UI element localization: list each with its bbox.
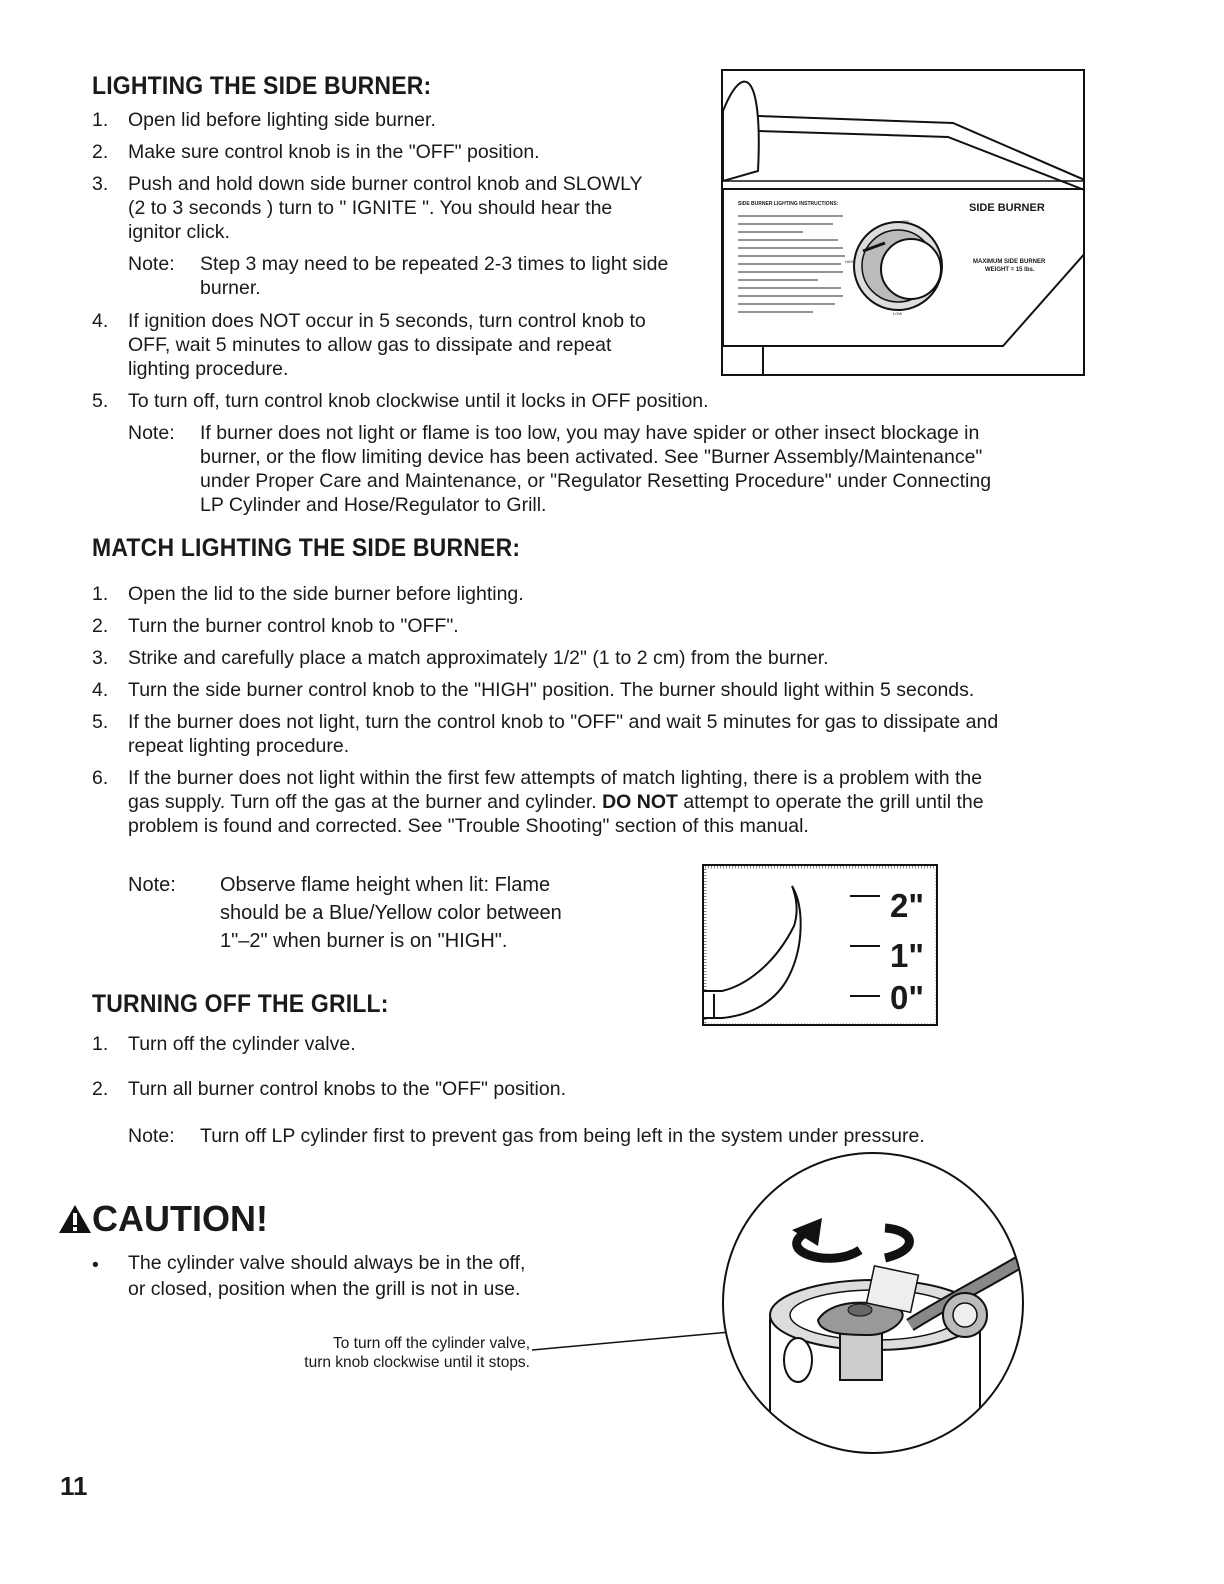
step-text: Turn the burner control knob to "OFF". — [128, 615, 459, 637]
cylinder-valve-drawing — [530, 1150, 1030, 1460]
caution-line: The cylinder valve should always be in the off, — [128, 1252, 526, 1274]
note-text: LP Cylinder and Hose/Regulator to Grill. — [200, 494, 547, 516]
step-number: 1. — [92, 1033, 109, 1055]
flame-mark-1in: 1" — [890, 937, 924, 974]
warning-triangle-icon — [58, 1204, 92, 1234]
step-text: If the burner does not light within the first few attempts of match lighting, there is a problem with the — [128, 767, 983, 789]
bullet: • — [92, 1254, 99, 1276]
heading-match-lighting: MATCH LIGHTING THE SIDE BURNER: — [92, 534, 521, 562]
page-number: 11 — [60, 1471, 88, 1501]
note-text: If burner does not light or flame is too low, you may have spider or other insect blockage in — [200, 422, 980, 444]
step-number: 3. — [92, 173, 109, 195]
step-number: 6. — [92, 767, 109, 789]
flame-height-illustration — [702, 864, 938, 1026]
step-text: Open the lid to the side burner before lighting. — [128, 583, 524, 605]
step-number: 4. — [92, 310, 109, 332]
note-text: burner, or the flow limiting device has been activated. See "Burner Assembly/Maintenance" — [200, 446, 983, 468]
step-number: 4. — [92, 679, 109, 701]
caution-title: CAUTION! — [92, 1198, 268, 1239]
note-label: Note: — [128, 422, 175, 444]
step-number: 1. — [92, 109, 109, 131]
heading-turning-off-grill: TURNING OFF THE GRILL: — [92, 990, 389, 1018]
step-text: To turn off, turn control knob clockwise until it locks in OFF position. — [128, 390, 709, 412]
step-text: Open lid before lighting side burner. — [128, 109, 436, 131]
instructions-title: SIDE BURNER LIGHTING INSTRUCTIONS: — [738, 201, 839, 207]
step-number: 2. — [92, 1078, 109, 1100]
knob-high-label: HIGH — [845, 259, 855, 264]
knob-off-label: OFF — [901, 219, 909, 224]
step-text-part: gas supply. Turn off the gas at the burner and cylinder. — [128, 791, 603, 813]
note-text: Turn off LP cylinder first to prevent gas from being left in the system under pressure. — [200, 1125, 925, 1147]
step-text — [128, 790, 984, 814]
max-weight-value: WEIGHT = 15 lbs. — [985, 267, 1035, 273]
step-text: If ignition does NOT occur in 5 seconds, turn control knob to — [128, 310, 646, 332]
step-text: ignitor click. — [128, 221, 230, 243]
note-text: should be a Blue/Yellow color between — [220, 902, 562, 924]
heading-lighting-side-burner: LIGHTING THE SIDE BURNER: — [92, 72, 432, 100]
step-text: Turn all burner control knobs to the "OFF" position. — [128, 1078, 566, 1100]
note-text: 1"–2" when burner is on "HIGH". — [220, 930, 508, 952]
step-number: 1. — [92, 583, 109, 605]
step-text: If the burner does not light, turn the control knob to "OFF" and wait 5 minutes for gas to dissipate and — [128, 711, 999, 733]
step-text: Turn the side burner control knob to the "HIGH" position. The burner should light within 5 seconds. — [128, 679, 975, 701]
cylinder-valve-illustration — [530, 1150, 1030, 1460]
callout-line: To turn off the cylinder valve, — [332, 1335, 530, 1352]
step-text: Make sure control knob is in the "OFF" position. — [128, 141, 540, 163]
step-text: Push and hold down side burner control knob and SLOWLY — [128, 173, 643, 195]
step-text: OFF, wait 5 minutes to allow gas to dissipate and repeat — [128, 334, 612, 356]
note-text: under Proper Care and Maintenance, or "Regulator Resetting Procedure" under Connecting — [200, 470, 992, 492]
note-label: Note: — [128, 253, 175, 275]
step-text: (2 to 3 seconds ) turn to " IGNITE ". You should hear the — [128, 197, 613, 219]
step-text-part: attempt to operate the grill until the — [677, 791, 984, 813]
step-text: Strike and carefully place a match approximately 1/2" (1 to 2 cm) from the burner. — [128, 647, 829, 669]
note-label: Note: — [128, 1125, 175, 1147]
side-burner-illustration — [721, 69, 1085, 376]
step-number: 3. — [92, 647, 109, 669]
step-text: repeat lighting procedure. — [128, 735, 350, 757]
step-number: 2. — [92, 141, 109, 163]
step-number: 2. — [92, 615, 109, 637]
note-label: Note: — [128, 874, 176, 896]
step-number: 5. — [92, 711, 109, 733]
step-number: 5. — [92, 390, 109, 412]
step-text: Turn off the cylinder valve. — [128, 1033, 356, 1055]
step-text: lighting procedure. — [128, 358, 289, 380]
flame-mark-0in: 0" — [890, 979, 924, 1016]
note-text: Observe flame height when lit: Flame — [220, 874, 551, 896]
note-text: Step 3 may need to be repeated 2-3 times to light side — [200, 253, 669, 275]
caution-heading — [58, 1198, 268, 1240]
side-burner-label: SIDE BURNER — [969, 202, 1045, 214]
max-weight-label: MAXIMUM SIDE BURNER — [973, 259, 1046, 265]
step-text: problem is found and corrected. See "Trouble Shooting" section of this manual. — [128, 815, 809, 837]
callout-line: turn knob clockwise until it stops. — [304, 1354, 530, 1371]
knob-low-label: LOW — [893, 311, 903, 316]
do-not-emphasis: DO NOT — [602, 791, 678, 813]
note-text: burner. — [200, 277, 261, 299]
flame-mark-2in: 2" — [890, 887, 924, 924]
caution-line: or closed, position when the grill is not in use. — [128, 1278, 521, 1300]
